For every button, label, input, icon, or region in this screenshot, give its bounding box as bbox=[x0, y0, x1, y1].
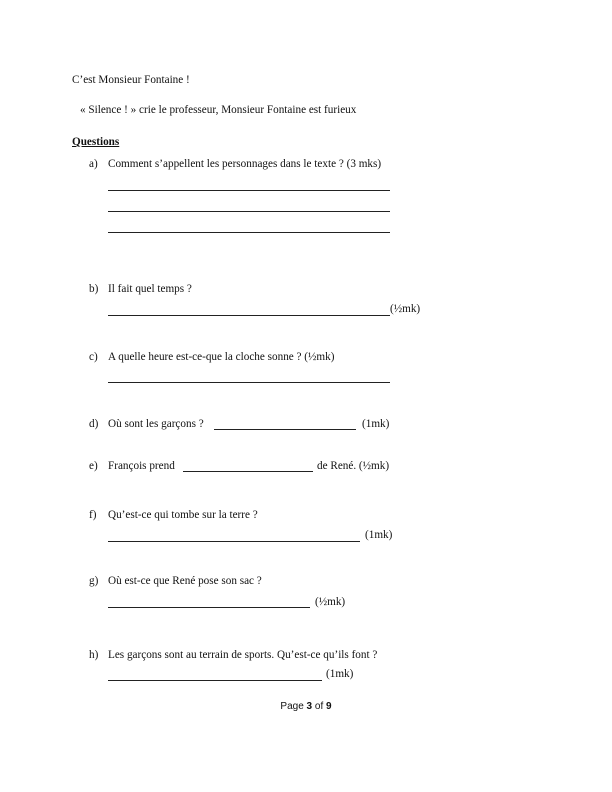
question-g-mark: (½mk) bbox=[315, 596, 346, 608]
question-f-text: Qu’est-ce qui tombe sur la terre ? bbox=[108, 509, 258, 521]
page-number-of: of bbox=[314, 701, 324, 712]
answer-line-e[interactable] bbox=[183, 471, 313, 472]
question-c-text: A quelle heure est-ce-que la cloche sonne ? (½mk) bbox=[108, 351, 335, 363]
answer-line-d[interactable] bbox=[214, 429, 356, 430]
answer-line-f[interactable] bbox=[108, 541, 360, 542]
page-number-prefix: Page bbox=[280, 701, 304, 712]
question-g-label: g) bbox=[89, 575, 99, 587]
question-b-label: b) bbox=[89, 283, 99, 295]
page-number-current: 3 bbox=[306, 701, 313, 712]
question-g-text: Où est-ce que René pose son sac ? bbox=[108, 575, 262, 587]
question-a-text: Comment s’appellent les personnages dans le texte ? (3 mks) bbox=[108, 158, 382, 170]
answer-line-g[interactable] bbox=[108, 607, 310, 608]
question-c-label: c) bbox=[89, 351, 98, 363]
answer-line-b[interactable] bbox=[108, 315, 390, 316]
question-h-text: Les garçons sont au terrain de sports. Qu’est-ce qu’ils font ? bbox=[108, 649, 378, 661]
question-b-text: Il fait quel temps ? bbox=[108, 283, 192, 295]
answer-line-h[interactable] bbox=[108, 680, 322, 681]
question-b-mark: (½mk) bbox=[390, 303, 421, 315]
question-e-label: e) bbox=[89, 460, 98, 472]
intro-line-2: « Silence ! » crie le professeur, Monsieur Fontaine est furieux bbox=[80, 104, 357, 116]
question-h-label: h) bbox=[89, 649, 99, 661]
question-h-mark: (1mk) bbox=[326, 668, 354, 680]
intro-line-1: C’est Monsieur Fontaine ! bbox=[72, 74, 190, 86]
answer-line-a3[interactable] bbox=[108, 232, 390, 233]
answer-line-c[interactable] bbox=[108, 382, 390, 383]
question-d-label: d) bbox=[89, 418, 99, 430]
question-e-text-before: François prend bbox=[108, 460, 175, 472]
question-a-label: a) bbox=[89, 158, 98, 170]
questions-heading: Questions bbox=[72, 136, 120, 148]
page-number-total: 9 bbox=[326, 701, 332, 712]
page-number bbox=[0, 701, 612, 712]
answer-line-a1[interactable] bbox=[108, 190, 390, 191]
question-d-text: Où sont les garçons ? bbox=[108, 418, 204, 430]
answer-line-a2[interactable] bbox=[108, 211, 390, 212]
question-f-mark: (1mk) bbox=[365, 529, 393, 541]
question-d-mark: (1mk) bbox=[362, 418, 390, 430]
question-f-label: f) bbox=[89, 509, 97, 521]
question-e-text-after: de René. (½mk) bbox=[317, 460, 390, 472]
